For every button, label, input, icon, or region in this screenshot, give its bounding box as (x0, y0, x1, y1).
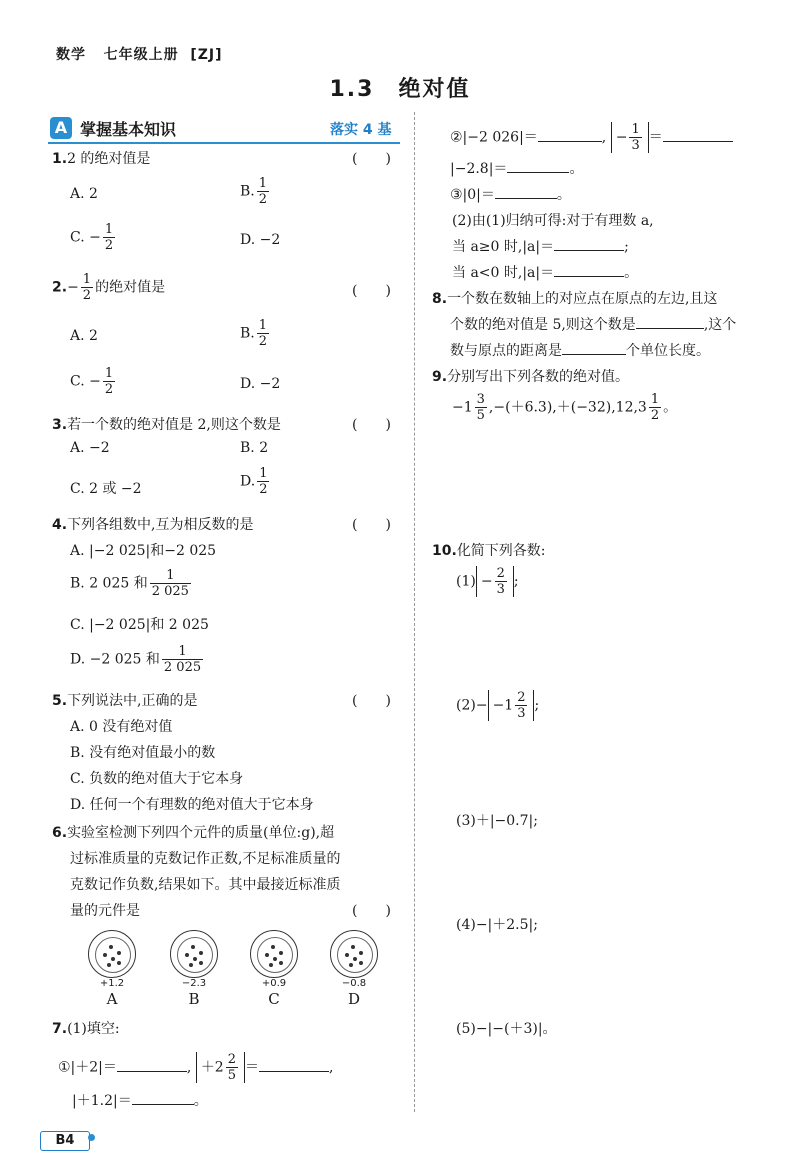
component-letter: C (268, 990, 280, 1008)
page-number-badge: B4 (40, 1131, 90, 1151)
q5-option-d: D. 任何一个有理数的绝对值大于它本身 (70, 797, 314, 813)
answer-paren: ( ) (352, 283, 391, 299)
answer-paren: ( ) (352, 517, 391, 533)
q5-option-a: A. 0 没有绝对值 (70, 719, 173, 735)
question-7-head: 7.(1)填空: (52, 1021, 120, 1037)
component-letter: D (347, 990, 361, 1008)
question-8-line: 数与原点的距离是 个单位长度。 (450, 343, 710, 359)
q10-item-2: (2)− −1 $\frac{2}{3}$ ; (456, 690, 540, 721)
question-6-line: 6.实验室检测下列四个元件的质量(单位:g),超 (52, 825, 335, 841)
component-mass-label: −0.8 (341, 978, 367, 989)
q4-option-c: C. |−2 025|和 2 025 (70, 617, 209, 633)
q1-option-a: A. 2 (70, 186, 98, 202)
component-icon (330, 930, 378, 978)
answer-paren: ( ) (352, 151, 391, 167)
q7-row-2b: |−2.8|＝ 。 (450, 161, 584, 177)
q7-part-2: (2)由(1)归纳可得:对于有理数 a, (452, 213, 654, 229)
q10-item-4: (4)−|＋2.5|; (456, 917, 538, 933)
question-6-line: 克数记作负数,结果如下。其中最接近标准质 (70, 877, 341, 893)
question-8-line: 8.一个数在数轴上的对应点在原点的左边,且这 (432, 291, 718, 307)
component-letter: A (106, 990, 118, 1008)
q10-item-1: (1) − $\frac{2}{3}$ ; (456, 566, 519, 597)
footer-dot (88, 1134, 95, 1141)
q2-option-b: B. $\frac{1}{2}$ (240, 318, 268, 349)
q4-option-d: D. −2 025 和 $\frac{1}{2 025}$ (70, 644, 202, 675)
q5-option-c: C. 负数的绝对值大于它本身 (70, 771, 244, 787)
q7-row-3: ③|0|＝ 。 (450, 187, 571, 203)
component-mass-label: −2.3 (181, 978, 207, 989)
q10-item-3: (3)＋|−0.7|; (456, 813, 538, 829)
question-9-stem: 9.分别写出下列各数的绝对值。 (432, 369, 630, 385)
question-8-line: 个数的绝对值是 5,则这个数是 ,这个 (450, 317, 737, 333)
answer-paren: ( ) (352, 903, 391, 919)
q4-option-a: A. |−2 025|和−2 025 (70, 543, 217, 559)
q7-row-1: ①|＋2|＝ , ＋2 $\frac{2}{5}$ ＝ , (58, 1052, 334, 1083)
question-10-stem: 10.化简下列各数: (432, 543, 546, 559)
q7-part-2b: 当 a<0 时,|a|＝ 。 (452, 265, 639, 281)
section-title: 掌握基本知识 (80, 120, 177, 139)
q7-row-2: ②|−2 026|＝ , − $\frac{1}{3}$ ＝ (450, 122, 733, 153)
q1-option-b: B. $\frac{1}{2}$ (240, 176, 268, 207)
question-2-stem: 2.− $\frac{1}{2}$ 的绝对值是 (52, 272, 166, 303)
q3-option-c: C. 2 或 −2 (70, 481, 142, 497)
question-1-stem: 1.2 的绝对值是 (52, 151, 151, 167)
section-badge: A (50, 117, 72, 139)
question-6-line: 量的元件是 (70, 903, 140, 919)
q3-option-a: A. −2 (70, 440, 110, 456)
q2-option-a: A. 2 (70, 328, 98, 344)
q4-option-b: B. 2 025 和 $\frac{1}{2 025}$ (70, 568, 189, 599)
page-title: 1.3 绝对值 (329, 77, 471, 102)
book-header: 数学 七年级上册 [ZJ] (56, 47, 223, 63)
q1-option-c: C. − $\frac{1}{2}$ (70, 222, 114, 253)
component-icon (88, 930, 136, 978)
column-divider (414, 112, 415, 1112)
q3-option-d: D. $\frac{1}{2}$ (240, 466, 268, 497)
answer-paren: ( ) (352, 417, 391, 433)
component-letter: B (188, 990, 200, 1008)
q1-option-d: D. −2 (240, 232, 281, 248)
q9-numbers: −1 $\frac{3}{5}$ ,−(＋6.3),＋(−32),12,3 $\frac{1}{2}$ 。 (452, 392, 678, 423)
answer-paren: ( ) (352, 693, 391, 709)
question-6-line: 过标准质量的克数记作正数,不足标准质量的 (70, 851, 341, 867)
q5-option-b: B. 没有绝对值最小的数 (70, 745, 216, 761)
q3-option-b: B. 2 (240, 440, 269, 456)
q2-option-c: C. − $\frac{1}{2}$ (70, 366, 114, 397)
q10-item-5: (5)−|−(＋3)|。 (456, 1021, 557, 1037)
component-icon (170, 930, 218, 978)
component-icon (250, 930, 298, 978)
component-mass-label: +0.9 (261, 978, 287, 989)
section-subtitle: 落实 4 基 (330, 122, 392, 138)
q2-option-d: D. −2 (240, 376, 281, 392)
q7-row-1b: |＋1.2|＝ 。 (72, 1093, 208, 1109)
question-4-stem: 4.下列各组数中,互为相反数的是 (52, 517, 254, 533)
q7-part-2a: 当 a≥0 时,|a|＝ ; (452, 239, 629, 255)
question-3-stem: 3.若一个数的绝对值是 2,则这个数是 (52, 417, 281, 433)
component-mass-label: +1.2 (99, 978, 125, 989)
question-5-stem: 5.下列说法中,正确的是 (52, 693, 198, 709)
